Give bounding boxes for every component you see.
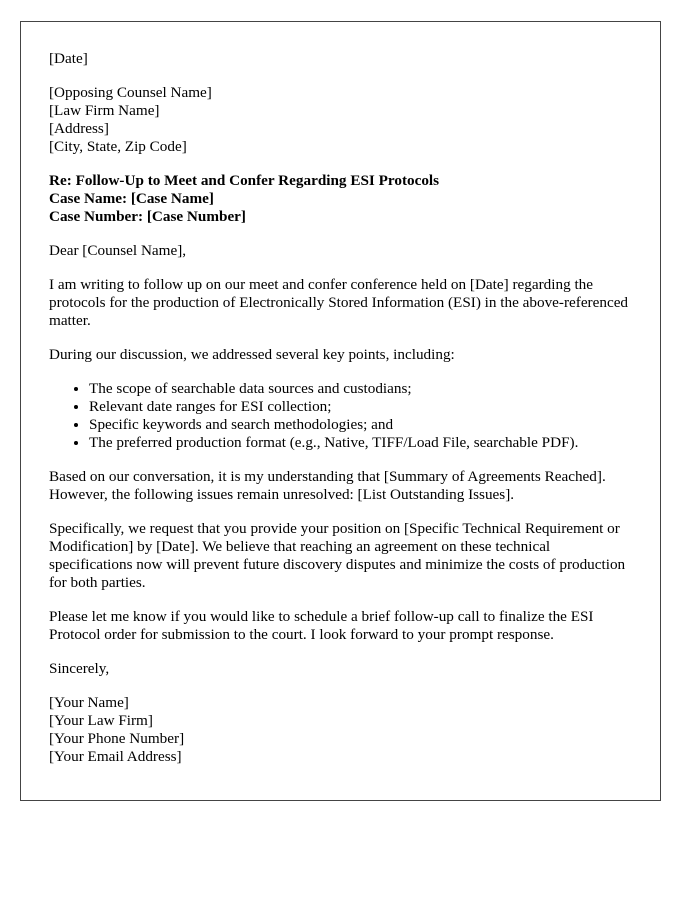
sender-name: [Your Name] xyxy=(49,694,129,711)
paragraph-intro: I am writing to follow up on our meet and confer conference held on [Date] regarding the protocols for the production of Electronically Stored Information (ESI) in the above-referenced matter. xyxy=(49,276,629,329)
recipient-block xyxy=(49,84,632,156)
list-item: • Specific keywords and search methodologies; and xyxy=(89,416,632,434)
closing: Sincerely, xyxy=(49,660,110,677)
list-item: • The preferred production format (e.g., Native, TIFF/Load File, searchable PDF). xyxy=(89,434,632,452)
sender-firm: [Your Law Firm] xyxy=(49,712,153,729)
sender-block xyxy=(49,694,632,766)
key-points-list xyxy=(49,380,632,452)
letter-date: [Date] xyxy=(49,50,88,67)
paragraph-followup: Please let me know if you would like to schedule a brief follow-up call to finalize the ESI Protocol order for submission to the court. I look forward to your prompt response. xyxy=(49,608,594,643)
list-item: • The scope of searchable data sources and custodians; xyxy=(89,380,632,398)
letter-page xyxy=(20,21,661,801)
subject-block xyxy=(49,172,632,226)
recipient-city-state-zip: [City, State, Zip Code] xyxy=(49,138,187,155)
sender-phone: [Your Phone Number] xyxy=(49,730,185,747)
recipient-firm: [Law Firm Name] xyxy=(49,102,160,119)
paragraph-discussion: During our discussion, we addressed several key points, including: xyxy=(49,346,455,363)
sender-email: [Your Email Address] xyxy=(49,748,182,765)
list-item: • Relevant date ranges for ESI collection; xyxy=(89,398,632,416)
subject-line: Re: Follow-Up to Meet and Confer Regarding ESI Protocols xyxy=(49,172,440,189)
recipient-name: [Opposing Counsel Name] xyxy=(49,84,212,101)
salutation: Dear [Counsel Name], xyxy=(49,242,187,259)
case-name-line: Case Name: [Case Name] xyxy=(49,190,214,207)
case-number-line: Case Number: [Case Number] xyxy=(49,208,246,225)
recipient-address: [Address] xyxy=(49,120,109,137)
paragraph-request: Specifically, we request that you provide your position on [Specific Technical Requirement or Modification] by [Date]. We believe that reaching an agreement on these technical specifications now will prevent future discovery disputes and minimize the costs of production for both parties. xyxy=(49,520,626,591)
paragraph-understanding: Based on our conversation, it is my understanding that [Summary of Agreements Reached]. However, the following issues remain unresolved: [List Outstanding Issues]. xyxy=(49,468,606,503)
